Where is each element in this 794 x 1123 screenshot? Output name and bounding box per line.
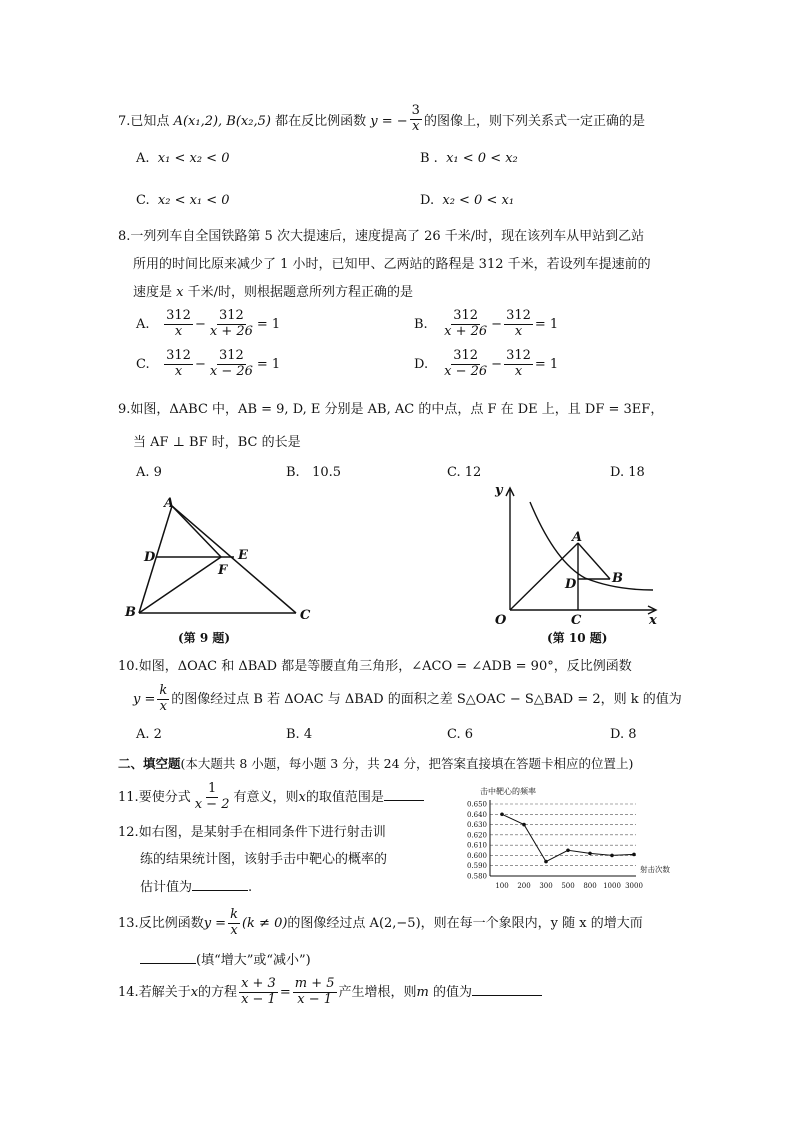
fig9-caption: (第 9 题) xyxy=(178,631,231,645)
q8-option-b-frac1 xyxy=(442,309,489,340)
q13-fraction xyxy=(228,908,240,939)
q10-option-d-label: D. xyxy=(610,727,625,742)
q9-option-c-label: C. xyxy=(447,465,461,480)
q12-line3-text: 估计值为 xyxy=(140,880,193,895)
q8-a-n1: 312 xyxy=(166,308,191,323)
chart-data-point xyxy=(544,860,548,864)
chart-y-tick-label: 0.640 xyxy=(466,810,487,819)
q14-d1: x − 1 xyxy=(241,991,276,1007)
chart-x-tick-label: 200 xyxy=(517,882,531,890)
fig10-label-d: D xyxy=(565,577,577,592)
q8-option-d-label: D. xyxy=(414,356,429,372)
q14-n2: m + 5 xyxy=(294,976,335,991)
q8-c-rhs: = 1 xyxy=(256,356,281,372)
q8-option-a-frac1 xyxy=(164,309,193,340)
q9-option-d xyxy=(610,466,645,479)
q8-option-a-frac2 xyxy=(208,309,255,340)
q10-option-a-text: 2 xyxy=(153,727,162,742)
fig10-label-a: A xyxy=(572,530,583,545)
fig9-seg-bf xyxy=(139,557,221,613)
q13-stem-b: 的图像经过点 A(2,−5)，则在每一个象限内，y 随 x 的增大而 xyxy=(287,915,643,931)
q10-line1-text: 如图，ΔOAC 和 ΔBAD 都是等腰直角三角形，∠ACO = ∠ADB = 90°，反比例函数 xyxy=(138,659,632,674)
q12-line2: 练的结果统计图，该射手击中靶心的概率的 xyxy=(140,852,388,867)
q8-line3-var: x xyxy=(176,285,184,300)
q8-b-d1: x + 26 xyxy=(444,323,488,339)
q10-option-d xyxy=(610,728,637,741)
q11-den: x − 2 xyxy=(194,796,230,812)
q14-eq: = xyxy=(279,984,291,1000)
figure-10 xyxy=(485,482,670,652)
q11-line xyxy=(118,782,424,813)
q12-number: 12. xyxy=(118,825,139,840)
q8-a-n2: 312 xyxy=(218,308,244,323)
fig9-seg-af xyxy=(172,506,221,557)
q8-c-n2: 312 xyxy=(218,348,244,363)
chart-x-tick-label: 800 xyxy=(583,882,597,890)
q8-option-c-frac1 xyxy=(164,349,193,380)
q7-stem-c: 的图像上，则下列关系式一定正确的是 xyxy=(423,113,645,129)
q8-d-n2: 312 xyxy=(506,348,531,363)
section2-desc: (本大题共 8 小题，每小题 3 分，共 24 分，把答案直接填在答题卡相应的位置上) xyxy=(180,756,634,771)
q7-option-c-text: x₂ < x₁ < 0 xyxy=(157,193,230,208)
q8-d-rhs: = 1 xyxy=(534,356,559,372)
chart-y-tick-label: 0.630 xyxy=(466,821,487,830)
q11-stem-c: 的取值范围是 xyxy=(305,789,384,805)
q8-d-d1: x − 26 xyxy=(444,363,488,379)
q8-b-n2: 312 xyxy=(506,308,531,323)
q14-answer-blank xyxy=(472,985,542,996)
q7-stem-a: 已知点 xyxy=(130,113,170,129)
q11-num: 1 xyxy=(207,781,217,796)
q7-option-b xyxy=(420,152,518,165)
q9-option-b-label: B. xyxy=(286,465,300,480)
q11-stem-b: 有意义，则 xyxy=(233,789,299,805)
q14-number: 14. xyxy=(118,984,139,1000)
chart-data-point xyxy=(522,823,526,827)
q10-number: 10. xyxy=(118,659,139,674)
chart-y-tick-label: 0.580 xyxy=(466,872,487,881)
q8-option-a: A. $\frac{312}{x}$ − $\frac{312}{x + 26}$ = 1 xyxy=(136,308,281,339)
q12-line1-text: 如右图，是某射手在相同条件下进行射击训 xyxy=(138,825,386,840)
q7-func-lhs: y = − xyxy=(370,113,408,129)
chart-y-tick-label: 0.620 xyxy=(466,831,487,840)
q8-b-n1: 312 xyxy=(453,308,479,323)
q7-option-c xyxy=(136,194,230,207)
section2-heading: 二、填空题 xyxy=(118,756,181,771)
chart-data-point xyxy=(500,812,504,816)
q8-line3-b: 千米/时，则根据题意所列方程正确的是 xyxy=(187,285,414,300)
q10-func-num: k xyxy=(159,683,168,698)
chart-x-tick-label: 300 xyxy=(539,882,553,890)
fig10-label-y: y xyxy=(495,483,503,498)
q13-number: 13. xyxy=(118,915,139,931)
q7-option-b-text: x₁ < 0 < x₂ xyxy=(446,151,518,166)
q11-number: 11. xyxy=(118,789,139,805)
q7-fraction xyxy=(410,104,422,135)
q10-option-c xyxy=(447,728,473,741)
q7-func-num: 3 xyxy=(411,103,420,118)
q8-line1-text: 一列列车自全国铁路第 5 次大提速后，速度提高了 26 千米/时，现在该列车从甲站到乙站 xyxy=(130,229,645,244)
q10-line2-rest: 的图像经过点 B 若 ΔOAC 与 ΔBAD 的面积之差 S△OAC − S△BAD = 2，则 k 的值为 xyxy=(171,691,682,707)
chart-series-line xyxy=(502,814,634,861)
q8-c-n1: 312 xyxy=(166,348,191,363)
q8-d-d2: x xyxy=(514,363,523,379)
chart-x-tick-label: 1000 xyxy=(603,882,621,890)
q10-option-a-label: A. xyxy=(136,727,150,742)
figure-9 xyxy=(120,492,330,652)
q7-option-d-label: D. xyxy=(420,193,435,208)
q10-option-b xyxy=(286,728,312,741)
q8-option-d: D. $\frac{312}{x - 26}$ − $\frac{312}{x}$ = 1 xyxy=(414,348,559,379)
q8-option-d-frac1 xyxy=(442,349,489,380)
fig10-label-o: O xyxy=(495,613,507,628)
q7-number: 7. xyxy=(118,113,131,129)
q8-option-a-label: A. xyxy=(136,316,150,332)
q7-option-a xyxy=(136,152,229,165)
q8-c-d1: x xyxy=(174,363,183,379)
fig10-label-b: B xyxy=(612,571,623,586)
q10-line2 xyxy=(133,684,682,715)
q13-func-den: x xyxy=(230,922,238,938)
q14-fraction-left xyxy=(239,977,278,1008)
q14-var: x xyxy=(190,984,199,1000)
q14-n1: x + 3 xyxy=(241,976,276,991)
q10-option-b-label: B. xyxy=(286,727,300,742)
q10-option-b-text: 4 xyxy=(303,727,313,742)
q8-option-c: C. $\frac{312}{x}$ − $\frac{312}{x - 26}$ = 1 xyxy=(136,348,281,379)
q10-line1 xyxy=(118,660,632,673)
section2-heading-line xyxy=(118,758,633,771)
q9-line1-text: 如图，ΔABC 中，AB = 9, D, E 分别是 AB, AC 的中点，点 F 在 DE 上，且 DF = 3EF， xyxy=(130,402,664,417)
q13-line2-text: (填“增大”或“减小”) xyxy=(196,953,311,968)
q14-stem-c: 产生增根，则 xyxy=(338,984,417,1000)
chart-data-point xyxy=(566,848,570,852)
q7-stem-b: 都在反比例函数 xyxy=(275,113,367,129)
chart-data-point xyxy=(588,852,592,856)
q7-points: A(x₁,2), B(x₂,5) xyxy=(173,113,271,129)
q9-option-a-label: A. xyxy=(136,465,150,480)
q7-option-c-label: C. xyxy=(136,193,150,208)
q8-option-d-frac2 xyxy=(504,349,533,380)
q10-option-d-text: 8 xyxy=(628,727,637,742)
q8-line3-a: 速度是 xyxy=(133,285,173,300)
q11-stem-a: 要使分式 xyxy=(138,789,191,805)
q11-answer-blank xyxy=(384,790,424,801)
q8-option-b-label: B. xyxy=(414,316,428,332)
chart-x-label: 射击次数 xyxy=(640,865,670,874)
q12-answer-blank xyxy=(192,880,248,891)
q14-line xyxy=(118,977,542,1008)
q14-stem-b: 的方程 xyxy=(198,984,238,1000)
q10-option-c-text: 6 xyxy=(464,727,474,742)
q9-line1 xyxy=(118,403,663,416)
q10-func-den: x xyxy=(159,698,167,714)
q7-option-b-label: B . xyxy=(420,151,438,166)
q7-option-a-text: x₁ < x₂ < 0 xyxy=(157,151,230,166)
q8-b-rhs: = 1 xyxy=(534,316,559,332)
q9-option-c-text: 12 xyxy=(464,465,482,480)
q7-option-d xyxy=(420,194,514,207)
q8-option-c-label: C. xyxy=(136,356,150,372)
fig10-label-c: C xyxy=(571,613,582,628)
q11-fraction xyxy=(193,782,232,813)
fig10-seg-ab xyxy=(578,543,610,579)
q13-func-num: k xyxy=(230,907,238,922)
chart-y-tick-label: 0.610 xyxy=(466,841,487,850)
fig9-label-f: F xyxy=(218,563,228,578)
q8-a-d1: x xyxy=(174,323,183,339)
q13-line2 xyxy=(140,953,311,967)
fig9-label-d: D xyxy=(144,550,156,565)
q10-option-a xyxy=(136,728,162,741)
q13-answer-blank xyxy=(140,953,196,964)
q8-b-d2: x xyxy=(514,323,523,339)
q9-option-d-label: D. xyxy=(610,465,625,480)
fig9-label-c: C xyxy=(300,608,311,623)
q8-line2: 所用的时间比原来减少了 1 小时，已知甲、乙两站的路程是 312 千米，若设列车提速前的 xyxy=(133,257,651,272)
q8-c-d2: x − 26 xyxy=(209,363,253,379)
q12-line3: 估计值为 . xyxy=(140,880,253,895)
q9-option-b-text: 10.5 xyxy=(312,465,342,480)
q13-stem-a: 反比例函数 xyxy=(138,915,204,931)
fig9-label-b: B xyxy=(125,605,136,620)
q11-var: x xyxy=(298,789,306,805)
q8-option-c-frac2 xyxy=(208,349,255,380)
fig9-seg-ac xyxy=(172,506,296,613)
q14-fraction-right xyxy=(293,977,337,1008)
chart-y-tick-label: 0.600 xyxy=(466,851,487,860)
chart-x-tick-label: 3000 xyxy=(625,882,643,890)
q8-number: 8. xyxy=(118,229,131,244)
q8-line3 xyxy=(133,286,413,299)
q9-option-b xyxy=(286,466,341,479)
q14-mvar: m xyxy=(416,984,429,1000)
chart-y-tick-label: 0.590 xyxy=(466,862,487,871)
q8-a-rhs: = 1 xyxy=(256,316,281,332)
q8-d-n1: 312 xyxy=(453,348,479,363)
fig10-label-x: x xyxy=(649,613,657,628)
chart-y-tick-label: 0.650 xyxy=(466,800,487,809)
q9-option-c xyxy=(447,466,481,479)
chart-data-point xyxy=(632,853,636,857)
q9-option-a xyxy=(136,466,162,479)
q9-line2: 当 AF ⊥ BF 时，BC 的长是 xyxy=(133,435,301,450)
chart-x-tick-label: 100 xyxy=(495,882,509,890)
q10-fraction xyxy=(157,684,169,715)
q13-line1 xyxy=(118,908,643,939)
fig10-hyperbola xyxy=(530,502,653,590)
frequency-chart xyxy=(446,784,680,898)
q14-d2: x − 1 xyxy=(297,991,332,1007)
q14-stem-a: 若解关于 xyxy=(138,984,191,1000)
q14-stem-d: 的值为 xyxy=(432,984,472,1000)
q7-func-den: x xyxy=(412,118,420,134)
chart-x-tick-label: 500 xyxy=(561,882,575,890)
q8-option-b-frac2 xyxy=(504,309,533,340)
q9-option-d-text: 18 xyxy=(628,465,645,480)
chart-title: 击中靶心的频率 xyxy=(480,787,536,796)
chart-data-point xyxy=(610,854,614,858)
fig9-label-a: A xyxy=(164,496,175,511)
q10-option-c-label: C. xyxy=(447,727,461,742)
q12-line1 xyxy=(118,826,386,839)
q7-stem xyxy=(118,103,645,137)
q8-option-b: B. $\frac{312}{x + 26}$ − $\frac{312}{x}$ = 1 xyxy=(414,308,559,339)
fig9-label-e: E xyxy=(238,548,248,563)
q13-func-lhs: y = xyxy=(203,915,227,931)
fig10-caption: (第 10 题) xyxy=(547,631,608,645)
q8-line1 xyxy=(118,230,644,243)
q10-func-lhs: y = xyxy=(133,691,156,707)
q7-option-a-label: A. xyxy=(136,151,150,166)
q8-a-d2: x + 26 xyxy=(209,323,253,339)
q13-cond: (k ≠ 0) xyxy=(241,915,288,931)
q9-option-a-text: 9 xyxy=(153,465,162,480)
q9-number: 9. xyxy=(118,402,131,417)
q7-option-d-text: x₂ < 0 < x₁ xyxy=(442,193,515,208)
